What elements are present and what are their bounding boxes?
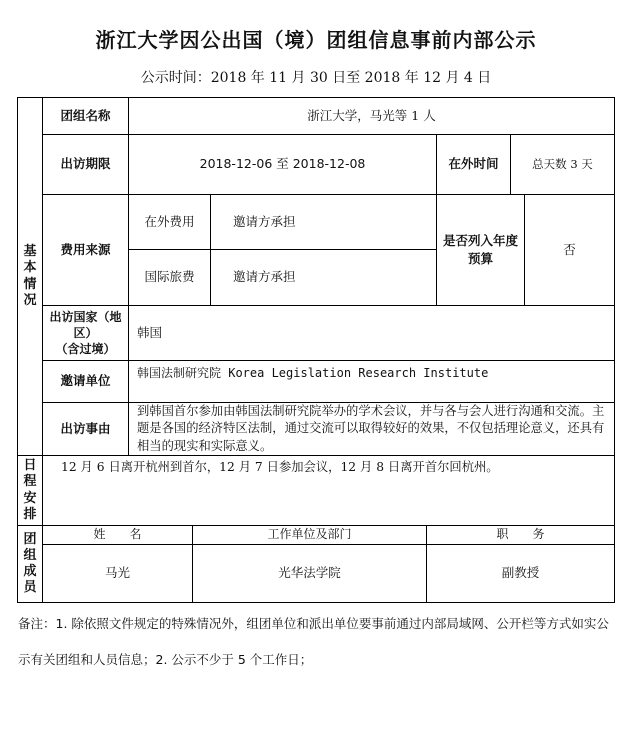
itinerary-value: 12 月 6 日离开杭州到首尔，12 月 7 日参加会议，12 月 8 日离开首尔回杭州。 (61, 460, 499, 474)
member-position: 副教授 (501, 565, 540, 581)
page-title: 浙江大学因公出国（境）团组信息事前内部公示 (95, 28, 537, 52)
time-abroad-label: 在外时间 (448, 156, 499, 172)
intl-travel-label: 国际旅费 (144, 269, 195, 285)
abroad-cost-label: 在外费用 (144, 213, 195, 229)
group-name-value: 浙江大学，马光等 1 人 (307, 107, 436, 123)
visit-period-label: 出访期限 (60, 156, 111, 172)
time-abroad-value: 总天数 3 天 (532, 157, 593, 172)
member-unit: 光华法学院 (278, 565, 341, 581)
countries-value: 韩国 (137, 325, 163, 340)
in-budget-value: 否 (563, 242, 576, 257)
section-itinerary: 日 程 安 排 (23, 458, 37, 522)
inviting-org-label: 邀请单位 (60, 373, 111, 389)
members-header-position: 职 务 (496, 527, 545, 542)
section-basic: 基 本 情 况 (23, 244, 37, 308)
intl-travel-value: 邀请方承担 (233, 269, 296, 285)
funding-source-label: 费用来源 (60, 241, 111, 257)
group-name-label: 团组名称 (60, 107, 111, 123)
countries-label: 出访国家（地 区） （含过境） (49, 309, 122, 357)
members-header-unit: 工作单位及部门 (267, 527, 352, 542)
note-line-2: 示有关团组和人员信息；2. 公示不少于 5 个工作日； (18, 652, 313, 667)
publish-time: 公示时间：2018 年 11 月 30 日至 2018 年 12 月 4 日 (140, 70, 492, 86)
visit-period-value: 2018-12-06 至 2018-12-08 (199, 156, 366, 172)
inviting-org-value: 韩国法制研究院 Korea Legislation Research Institute (137, 366, 489, 380)
note-line-1: 备注：1. 除依照文件规定的特殊情况外，组团单位和派出单位要事前通过内部局域网、公开栏等方式如实公 (18, 616, 609, 631)
purpose-value: 到韩国首尔参加由韩国法制研究院举办的学术会议，并与各与会人进行沟通和交流。主题是各国的经济特区法制，通过交流可以取得较好的效果，不仅包括理论意义，还具有相当的现实和实际意义。 (137, 404, 605, 453)
in-budget-label: 是否列入年度预算 (443, 232, 519, 266)
members-header-name: 姓 名 (93, 527, 142, 542)
abroad-cost-value: 邀请方承担 (233, 213, 296, 229)
section-members: 团 组 成 员 (23, 531, 37, 596)
purpose-label: 出访事由 (60, 420, 111, 436)
member-name: 马光 (104, 565, 130, 581)
